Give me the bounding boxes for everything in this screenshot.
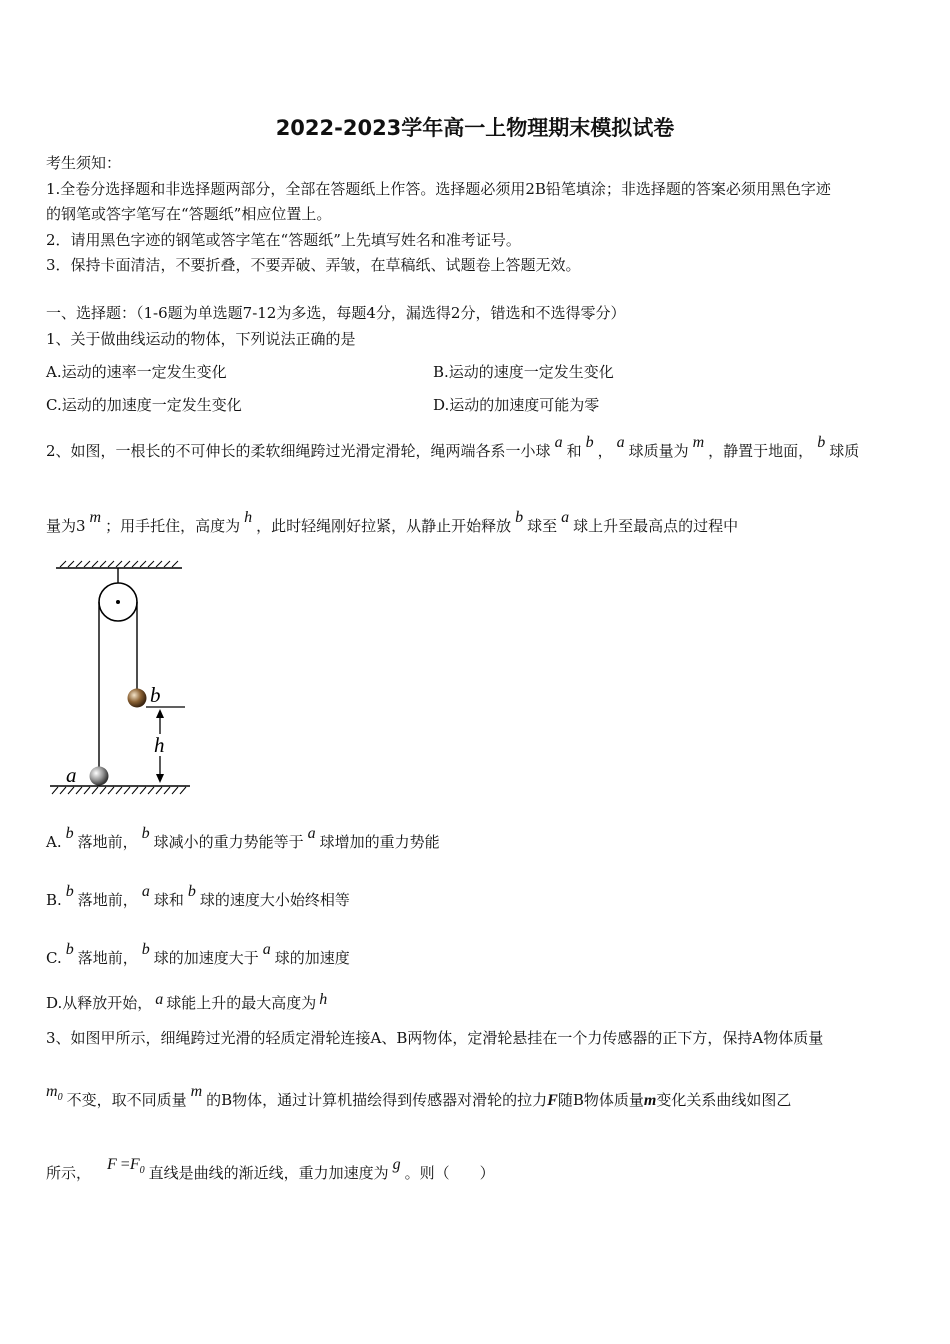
label-b: b xyxy=(150,683,161,707)
label-a: a xyxy=(66,763,77,787)
ground xyxy=(50,786,190,794)
q2-option-a[interactable]: A. b 落地前， b 球减小的重力势能等于 a 球增加的重力势能 xyxy=(46,825,440,851)
notice-item-1-cont: 的钢笔或答字笔写在“答题纸”相应位置上。 xyxy=(46,205,332,223)
pulley-axle xyxy=(116,600,120,604)
notice-item-2: 2．请用黑色字迹的钢笔或答字笔在“答题纸”上先填写姓名和准考证号。 xyxy=(46,231,521,249)
q2-option-b[interactable]: B. b 落地前， a 球和 b 球的速度大小始终相等 xyxy=(46,883,350,909)
q3-stem-line1: 3、如图甲所示，细绳跨过光滑的轻质定滑轮连接A、B两物体，定滑轮悬挂在一个力传感器的正下方，保持A物体质量 xyxy=(46,1029,824,1047)
ball-a xyxy=(90,767,109,786)
page-title: 2022-2023学年高一上物理期末模拟试卷 xyxy=(275,116,675,140)
notice-heading: 考生须知： xyxy=(46,154,122,172)
q3-stem-line3: 所示， $F =F_0$ 直线是曲线的渐近线，重力加速度为 g 。则（ ） xyxy=(46,1156,495,1182)
q2-option-c[interactable]: C. b 落地前， b 球的加速度大于 a 球的加速度 xyxy=(46,941,350,967)
section-heading: 一、选择题：（1-6题为单选题7-12为多选，每题4分，漏选得2分，错选和不选得零分） xyxy=(46,304,626,322)
pulley-diagram xyxy=(44,552,194,802)
ball-b xyxy=(128,689,147,708)
q1-stem: 1、关于做曲线运动的物体，下列说法正确的是 xyxy=(46,330,356,348)
q3-stem-line2: $m_0$ 不变，取不同质量 m 的B物体，通过计算机描绘得到传感器对滑轮的拉力F随B物体质量m变化关系曲线如图乙 xyxy=(46,1083,792,1109)
q2-stem-line2: 量为3 m ；用手托住，高度为 h ，此时轻绳刚好拉紧，从静止开始释放 b 球至 a 球上升至最高点的过程中 xyxy=(46,509,739,535)
arrow-head-up xyxy=(156,709,164,718)
q1-option-a[interactable]: A.运动的速率一定发生变化 xyxy=(46,363,227,381)
q2-stem-line1: 2、如图，一根长的不可伸长的柔软细绳跨过光滑定滑轮，绳两端各系一小球 a 和 b ， a 球质量为 m ，静置于地面， b 球质 xyxy=(46,434,860,460)
q1-option-b[interactable]: B.运动的速度一定发生变化 xyxy=(433,363,614,381)
label-h: h xyxy=(154,733,165,757)
q2-option-d[interactable]: D.从释放开始， a 球能上升的最大高度为 h xyxy=(46,991,328,1012)
notice-item-3: 3．保持卡面清洁，不要折叠，不要弄破、弄皱，在草稿纸、试题卷上答题无效。 xyxy=(46,256,581,274)
arrow-head-down xyxy=(156,774,164,783)
notice-item-1: 1.全卷分选择题和非选择题两部分，全部在答题纸上作答。选择题必须用2B铅笔填涂；非选择题的答案必须用黑色字迹 xyxy=(46,180,831,198)
q1-option-c[interactable]: C.运动的加速度一定发生变化 xyxy=(46,396,242,414)
q1-option-d[interactable]: D.运动的加速度可能为零 xyxy=(433,396,600,414)
ceiling xyxy=(56,561,182,568)
